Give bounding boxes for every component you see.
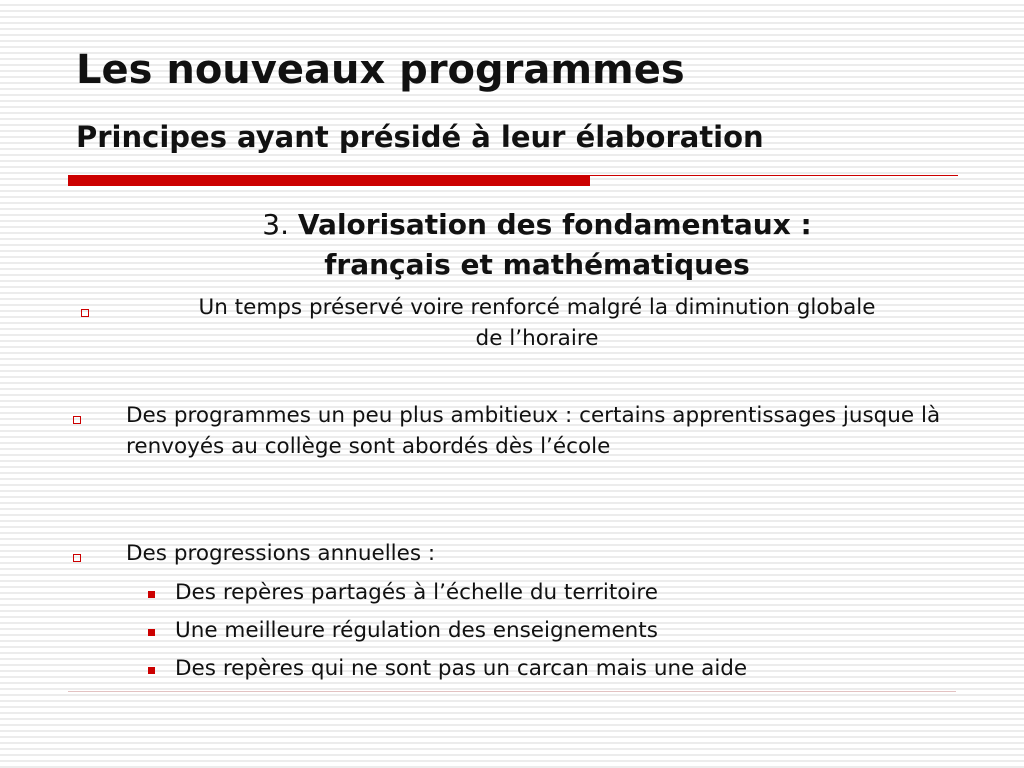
sub-item-text-1: Des repères partagés à l’échelle du territoire: [175, 580, 659, 605]
bullet-text-1-line1: Un temps préservé voire renforcé malgré la diminution globale: [198, 295, 876, 320]
slide-subtitle: Principes ayant présidé à leur élaboration: [76, 120, 764, 154]
section-heading-line1: Valorisation des fondamentaux :: [297, 208, 812, 241]
sub-item-text-2: Une meilleure régulation des enseignements: [175, 618, 658, 643]
section-heading: [120, 205, 954, 285]
title-underline-thin: [590, 175, 958, 176]
slide-title: Les nouveaux programmes: [76, 47, 685, 93]
bullet-text-2: Des programmes un peu plus ambitieux : certains apprentissages jusque là renvoyés au collège sont abordés dès l’école: [126, 403, 941, 459]
section-number: 3.: [262, 208, 289, 241]
solid-square-icon: [148, 667, 155, 674]
section-heading-line2: français et mathématiques: [324, 248, 750, 281]
bullet-text-3: Des progressions annuelles :: [126, 541, 436, 566]
hollow-square-icon: [73, 416, 81, 424]
bullet-text-1-line2: de l’horaire: [475, 326, 599, 351]
hollow-square-icon: [73, 554, 81, 562]
footer-divider: [68, 691, 956, 692]
solid-square-icon: [148, 591, 155, 598]
hollow-square-icon: [81, 309, 89, 317]
solid-square-icon: [148, 629, 155, 636]
bullet-text-1: [120, 292, 954, 354]
title-underline-thick: [68, 175, 590, 186]
sub-item-text-3: Des repères qui ne sont pas un carcan mais une aide: [175, 656, 748, 681]
